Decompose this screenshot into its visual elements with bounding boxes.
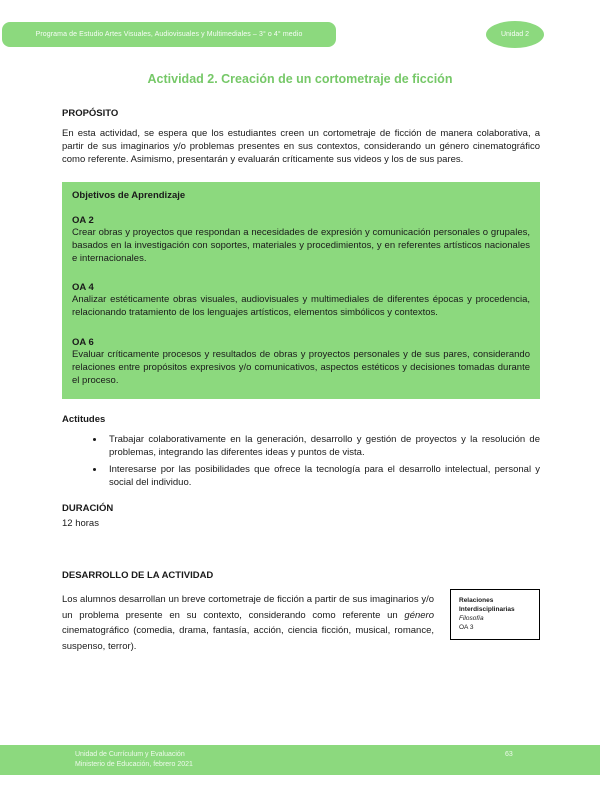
actitudes-list (62, 433, 540, 489)
footer-page-number: 63 (505, 751, 513, 758)
page-content (62, 108, 540, 654)
desarrollo-body-italic: género (404, 609, 434, 621)
unit-badge (486, 21, 544, 48)
section-duracion (62, 503, 540, 529)
section-desarrollo (62, 570, 540, 654)
desarrollo-heading: DESARROLLO DE LA ACTIVIDAD (62, 570, 214, 582)
footer-institution (75, 750, 193, 769)
oa-code: OA 6 (72, 336, 94, 348)
unit-badge-label: Unidad 2 (500, 31, 530, 38)
desarrollo-row (62, 592, 540, 654)
desarrollo-body-part: cinematográfico (comedia, drama, fantasía, acción, ciencia ficción, musical, romance, suspenso, terror). (62, 625, 434, 652)
proposito-heading: PROPÓSITO (62, 108, 119, 119)
oa-code: OA 4 (72, 282, 94, 294)
sidebox-title-line: Relaciones (459, 597, 494, 605)
sidebox-subject: Filosofía (459, 615, 484, 623)
sidebox-title-line: Interdisciplinarias (459, 606, 515, 614)
footer-line2: Ministerio de Educación, febrero 2021 (75, 760, 193, 768)
program-header-label: Programa de Estudio Artes Visuales, Audiovisuales y Multimediales – 3° o 4° medio (35, 31, 303, 38)
desarrollo-body (62, 592, 434, 654)
oa-text: Crear obras y proyectos que respondan a necesidades de expresión y comunicación personales o grupales, basados en la investigación con soportes, materiales y procedimientos, y en referentes artísticos nacionales e internacionales. (72, 226, 530, 265)
oa-text: Evaluar críticamente procesos y resultados de obras y proyectos personales y de sus pares, considerando relaciones entre propósitos expresivos y/o comunicativos, aspectos estéticos y decisiones tomadas durante el proceso. (72, 348, 530, 387)
duracion-value: 12 horas (62, 518, 99, 530)
oa-item (72, 215, 530, 266)
oa-item (72, 337, 530, 388)
section-proposito (62, 108, 540, 167)
section-actitudes (62, 414, 540, 489)
oa-text: Analizar estéticamente obras visuales, audiovisuales y multimediales de diferentes épocas y procedencia, relacionando tratamiento de los lenguajes artísticos, elementos simbólicos y contextos. (72, 294, 530, 319)
actitudes-item: • Trabajar colaborativamente en la generación, desarrollo y gestión de proyectos y la resolución de problemas, integrando las diferentes ideas y puntos de vista. (105, 433, 540, 459)
duracion-heading: DURACIÓN (62, 503, 114, 515)
interdisciplinary-relations-box (450, 589, 540, 640)
page-title: Actividad 2. Creación de un cortometraje de ficción (147, 72, 453, 86)
footer-line1: Unidad de Currículum y Evaluación (75, 751, 185, 758)
desarrollo-body-part: Los alumnos desarrollan un breve cortometraje de ficción a partir de sus imaginarios y/o un problema presente en su contexto, considerando como referente un (62, 594, 434, 621)
actitudes-heading: Actitudes (62, 414, 106, 426)
actitudes-item: • Interesarse por las posibilidades que ofrece la tecnología para el desarrollo intelectual, personal y social del individuo. (105, 463, 540, 489)
oa-item (72, 282, 530, 319)
page-footer (0, 745, 600, 775)
objetivos-box (62, 182, 540, 400)
oa-code: OA 2 (72, 214, 94, 226)
program-header-bar (2, 22, 336, 47)
objetivos-heading: Objetivos de Aprendizaje (72, 189, 186, 201)
sidebox-oa: OA 3 (459, 624, 474, 632)
proposito-body: En esta actividad, se espera que los estudiantes creen un cortometraje de ficción de manera colaborativa, a partir de sus imaginarios y/o problemas presentes en sus contextos, considerando un género cinematográfico como referente. Asimismo, presentarán y evaluarán críticamente sus videos y los de sus pares. (62, 128, 540, 166)
